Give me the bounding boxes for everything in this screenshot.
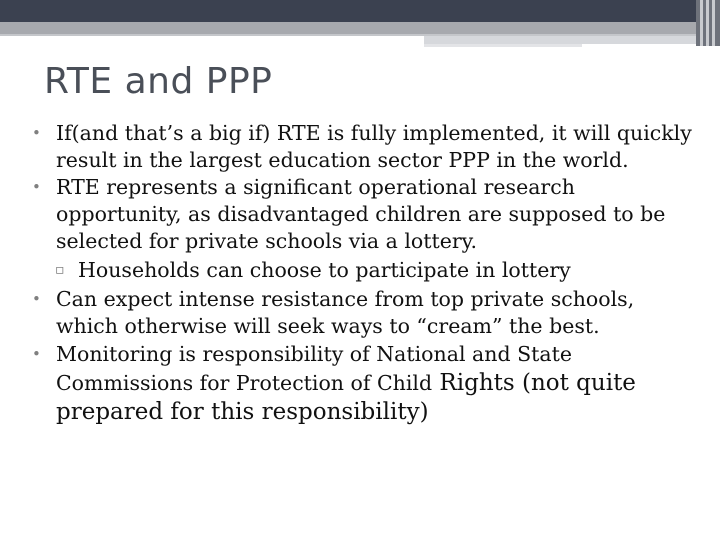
bullet-item [30,174,696,255]
bullet-item [30,340,696,427]
sub-bullet-text: Households can choose to participate in lottery [78,258,571,282]
header-accent-line [424,44,582,47]
bullet-icon: • [32,124,41,142]
bullet-icon: • [32,345,41,363]
corner-stripe [712,0,715,46]
slide-body [30,120,696,427]
header-accent-bar [424,36,700,44]
slide-title: RTE and PPP [44,61,273,102]
header-band [0,22,720,34]
bullet-text: If(and that’s a big if) RTE is fully implemented, it will quickly result in the largest education sector PPP in the world. [56,121,692,172]
bullet-icon: • [32,290,41,308]
header-bar [0,0,720,22]
bullet-text: Monitoring is responsibility of National and State Commissions for Protection of Child [56,342,572,395]
bullet-item [30,286,696,340]
bullet-text: Can expect intense resistance from top private schools, which otherwise will seek ways to “cream” the best. [56,287,635,338]
corner-stripe [706,0,709,46]
sub-bullet-item [30,257,696,284]
bullet-item [30,120,696,174]
sub-bullet-icon: ▫ [55,262,65,278]
bullet-text-large: Rights (not quite prepared for this responsibility) [56,370,636,425]
corner-stripe [700,0,703,46]
bullet-icon: • [32,178,41,196]
bullet-text: RTE represents a significant operational research opportunity, as disadvantaged children are supposed to be selected for private schools via a lottery. [56,175,666,253]
